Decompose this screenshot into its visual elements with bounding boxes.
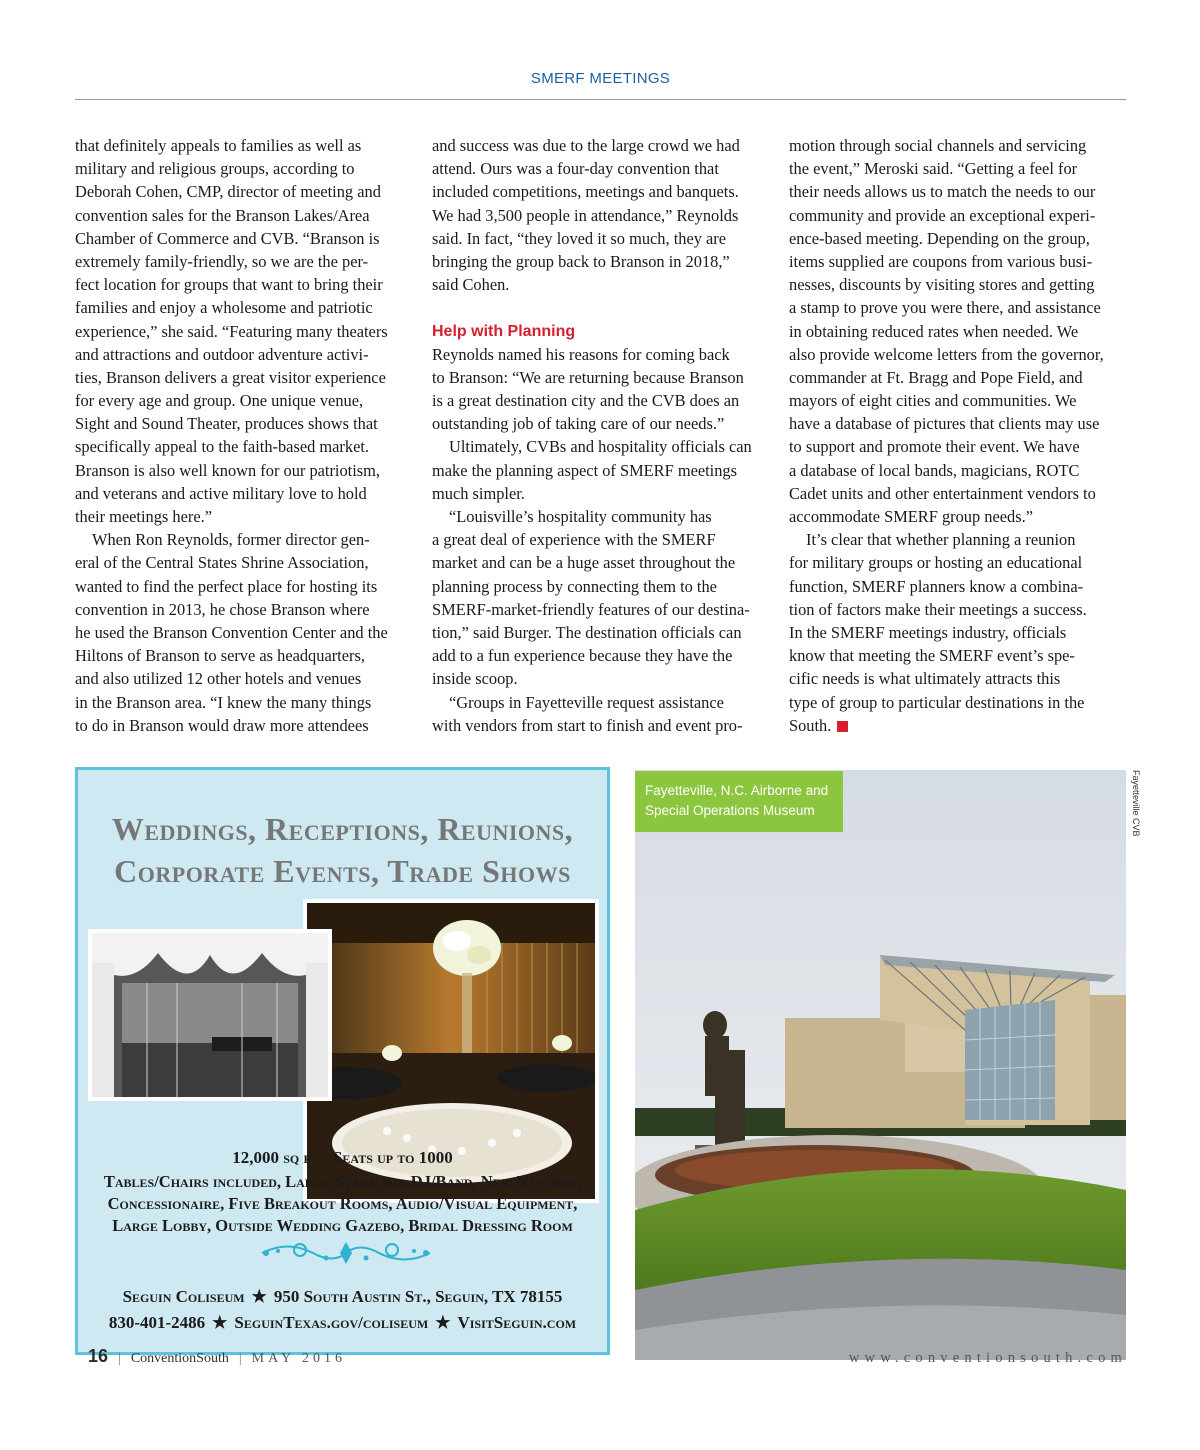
text-line: extremely family-friendly, so we are the per- <box>75 251 369 271</box>
text-line: nesses, discounts by visiting stores and getting <box>789 275 1095 295</box>
footer-folio <box>88 1346 346 1370</box>
text-line: accommodate SMERF group needs.” <box>789 507 1033 526</box>
text-line: a database of local bands, magicians, ROTC <box>789 460 1080 480</box>
ad-headline-line-2: Corporate Events, Trade Shows <box>114 853 571 889</box>
draped-reception-photo <box>88 929 332 1101</box>
text-line: motion through social channels and servicing <box>789 136 1087 155</box>
text-line: a great deal of experience with the SMERF <box>432 530 716 550</box>
phone-number[interactable]: 830-401-2486 <box>108 1313 206 1332</box>
text-line: “Groups in Fayetteville request assistance <box>449 692 724 712</box>
text-line: ence-based meeting. Depending on the group, <box>789 228 1090 248</box>
text-line-end: South. <box>789 715 832 735</box>
text-line: Deborah Cohen, CMP, director of meeting and <box>75 182 381 202</box>
draped-reception-image <box>92 933 328 1097</box>
text-line: military and religious groups, according to <box>75 159 355 179</box>
magazine-name: ConventionSouth <box>130 1351 229 1366</box>
text-line: a stamp to prove you were there, and assistance <box>789 298 1101 318</box>
text-line: the event,” Meroski said. “Getting a feel for <box>789 159 1078 179</box>
photo-caption-line-2: Special Operations Museum <box>645 803 815 818</box>
running-head <box>75 70 1126 100</box>
text-line: for military groups or hosting an educational <box>789 553 1083 573</box>
text-line: much simpler. <box>432 483 525 503</box>
text-line: experience,” she said. “Featuring many theaters <box>75 321 388 341</box>
text-line: cific needs is what ultimately attracts this <box>789 669 1061 689</box>
text-line: with vendors from start to finish and event pro- <box>432 715 743 735</box>
photo-caption <box>635 771 843 832</box>
text-line: community and provide an exceptional experi- <box>789 205 1096 225</box>
text-line: attend. Ours was a four-day convention that <box>432 159 719 179</box>
footer-url[interactable]: www.conventionsouth.com <box>848 1350 1127 1366</box>
text-line: outstanding job of taking care of our needs.” <box>432 414 725 434</box>
text-line: and also utilized 12 other hotels and venues <box>75 669 362 689</box>
photo-credit: Fayetteville CVB <box>1131 770 1141 837</box>
star-icon: ★ <box>251 1287 267 1306</box>
text-line: SMERF-market-friendly features of our destina- <box>432 599 750 619</box>
text-line: Ultimately, CVBs and hospitality officials can <box>449 437 752 457</box>
text-line: type of group to particular destinations in the <box>789 692 1085 712</box>
website-link-coliseum[interactable]: SeguinTexas.gov/coliseum <box>234 1313 429 1332</box>
ad-headline <box>78 808 607 892</box>
subhead: Help with Planning <box>432 322 576 340</box>
text-line: is a great destination city and the CVB does an <box>432 391 740 411</box>
flourish-ornament-icon <box>258 1236 434 1270</box>
star-icon: ★ <box>435 1313 451 1332</box>
text-line: specifically appeal to the faith-based market. <box>75 437 369 457</box>
end-of-article-mark <box>837 721 848 732</box>
text-line: Hiltons of Branson to serve as headquarters, <box>75 646 365 666</box>
text-line: convention sales for the Branson Lakes/Area <box>75 205 370 225</box>
ad-amenities-line-2: Concessionaire, Five Breakout Rooms, Audio/Visual Equipment, <box>107 1194 578 1213</box>
text-line: tion of factors make their meetings a success. <box>789 599 1087 619</box>
text-line: to Branson: “We are returning because Branson <box>432 367 744 387</box>
text-line: their meetings here.” <box>75 507 212 526</box>
text-line: Branson is also well known for our patriotism, <box>75 460 381 480</box>
text-line: know that meeting the SMERF event’s spe- <box>789 646 1075 666</box>
text-line: inside scoop. <box>432 669 518 689</box>
ad-capacity: 12,000 sq ft - Seats up to 1000 <box>232 1148 453 1167</box>
text-line: have a database of pictures that clients may use <box>789 414 1100 434</box>
ad-headline-line-1: Weddings, Receptions, Reunions, <box>111 811 574 847</box>
text-line: said Cohen. <box>432 275 510 295</box>
text-line: eral of the Central States Shrine Association, <box>75 553 369 573</box>
text-line: In the SMERF meetings industry, officials <box>789 622 1067 642</box>
star-icon: ★ <box>212 1313 228 1332</box>
museum-photo <box>635 770 1126 1360</box>
text-line: bringing the group back to Branson in 2018,” <box>432 251 730 271</box>
text-line: We had 3,500 people in attendance,” Reynolds <box>432 205 739 225</box>
text-line: and success was due to the large crowd we had <box>432 136 740 155</box>
issue-date: MAY 2016 <box>251 1351 347 1366</box>
text-line: function, SMERF planners know a combina- <box>789 576 1084 596</box>
website-link-visitseguin[interactable]: VisitSeguin.com <box>457 1313 577 1332</box>
text-line: It’s clear that whether planning a reunion <box>806 530 1076 550</box>
article-column-3 <box>789 134 1129 737</box>
text-line: items supplied are coupons from various busi- <box>789 251 1093 271</box>
article-column-2 <box>432 134 772 737</box>
text-line: add to a fun experience because they have the <box>432 646 733 666</box>
text-line: said. In fact, “they loved it so much, they are <box>432 228 727 248</box>
text-line: make the planning aspect of SMERF meetings <box>432 460 737 480</box>
text-line: “Louisville’s hospitality community has <box>449 507 712 526</box>
text-line: he used the Branson Convention Center and the <box>75 622 388 642</box>
text-line: mayors of eight cities and communities. We <box>789 391 1077 411</box>
text-line: tion,” said Burger. The destination officials can <box>432 622 742 642</box>
text-line: and veterans and active military love to hold <box>75 483 367 503</box>
text-line: ties, Branson delivers a great visitor experience <box>75 367 386 387</box>
text-line: for every age and group. One unique venue, <box>75 391 364 411</box>
text-line: and attractions and outdoor adventure activi- <box>75 344 369 364</box>
page-number: 16 <box>88 1346 109 1366</box>
text-line: also provide welcome letters from the governor, <box>789 344 1104 364</box>
text-line: in obtaining reduced rates when needed. We <box>789 321 1079 341</box>
advertisement-seguin-coliseum[interactable] <box>75 767 610 1355</box>
section-title: SMERF MEETINGS <box>530 70 671 87</box>
folio-separator: | <box>118 1351 121 1366</box>
text-line: convention in 2013, he chose Branson where <box>75 599 370 619</box>
ad-contact-line-2 <box>78 1311 607 1335</box>
article-column-1 <box>75 134 415 737</box>
text-line: that definitely appeals to families as well as <box>75 136 362 155</box>
ad-amenities-line-3: Large Lobby, Outside Wedding Gazebo, Bridal Dressing Room <box>112 1216 573 1235</box>
text-line: Reynolds named his reasons for coming back <box>432 344 730 364</box>
text-line: included competitions, meetings and banquets. <box>432 182 739 202</box>
text-line-final <box>789 714 1129 737</box>
ad-amenities-line-1: Tables/Chairs included, Large Stage for DJ/Band, New Kitchen, <box>103 1172 582 1191</box>
folio-separator: | <box>238 1351 242 1366</box>
text-line: to support and promote their event. We have <box>789 437 1080 457</box>
text-line: to do in Branson would draw more attendees <box>75 715 369 735</box>
photo-caption-line-1: Fayetteville, N.C. Airborne and <box>645 783 829 798</box>
text-line: Chamber of Commerce and CVB. “Branson is <box>75 228 380 248</box>
venue-name: Seguin Coliseum <box>122 1287 245 1306</box>
ad-contact-line-1 <box>78 1285 607 1309</box>
text-line: fect location for groups that want to bring their <box>75 275 383 295</box>
venue-address[interactable]: 950 South Austin St., Seguin, TX 78155 <box>273 1287 563 1306</box>
text-line: wanted to find the perfect place for hosting its <box>75 576 378 596</box>
text-line: When Ron Reynolds, former director gen- <box>92 530 370 550</box>
text-line: in the Branson area. “I knew the many things <box>75 692 372 712</box>
text-line: Sight and Sound Theater, produces shows that <box>75 414 378 434</box>
text-line: market and can be a huge asset throughout the <box>432 553 736 573</box>
museum-image <box>635 770 1126 1360</box>
text-line: their needs allows us to match the needs to our <box>789 182 1096 202</box>
paragraph-gap <box>432 296 772 319</box>
text-line: commander at Ft. Bragg and Pope Field, and <box>789 367 1083 387</box>
text-line: Cadet units and other entertainment vendors to <box>789 483 1096 503</box>
text-line: families and enjoy a wholesome and patriotic <box>75 298 373 318</box>
text-line: planning process by connecting them to the <box>432 576 717 596</box>
